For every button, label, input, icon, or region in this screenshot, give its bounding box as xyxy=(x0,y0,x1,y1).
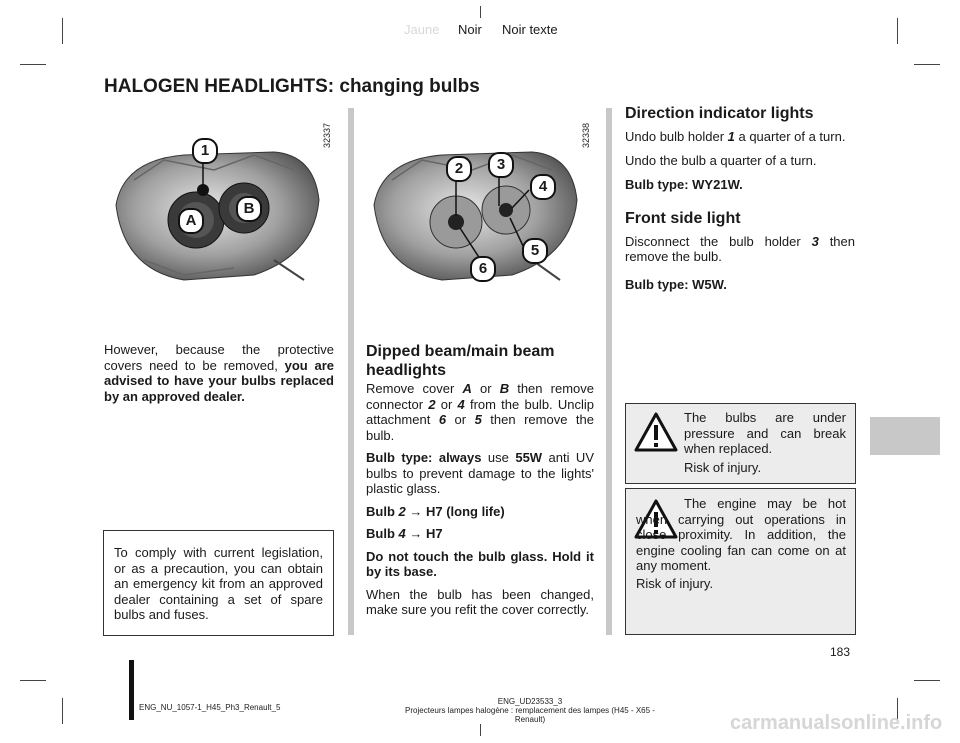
headlight-figure-1 xyxy=(104,110,336,322)
disconnect-bulb-holder-text: Disconnect the bulb holder 3 then remove the bulb. xyxy=(625,233,856,264)
undo-bulb-holder-text: Undo bulb holder 1 a quarter of a turn. xyxy=(625,129,846,144)
footer-bar xyxy=(129,660,134,720)
crop-mark xyxy=(914,680,940,681)
figure-code-1: 32337 xyxy=(322,122,332,148)
do-not-touch-warning: Do not touch the bulb glass. Hold it by its base. xyxy=(366,548,594,579)
crop-mark xyxy=(20,64,46,65)
engine-risk-text: Risk of injury. xyxy=(636,576,714,591)
callout-3: 3 xyxy=(488,152,514,178)
heading-line: Dipped beam/main beam xyxy=(366,343,555,360)
warning-box-engine xyxy=(625,488,856,635)
page-number: 183 xyxy=(830,645,851,659)
undo-bulb-text: Undo the bulb a quarter of a turn. xyxy=(625,152,817,168)
pressure-risk-text: Risk of injury. xyxy=(684,460,762,475)
callout-6: 6 xyxy=(470,256,496,282)
crop-mark xyxy=(20,680,46,681)
column-divider xyxy=(348,108,354,635)
section-tab xyxy=(870,417,940,455)
page-title: HALOGEN HEADLIGHTS: changing bulbs xyxy=(104,76,480,97)
crop-mark xyxy=(62,698,63,724)
footer-center xyxy=(400,697,660,724)
crop-mark xyxy=(62,18,63,44)
legislation-note-box xyxy=(103,530,334,636)
right-column xyxy=(625,105,855,292)
indicator-bulb-type: Bulb type: WY21W. xyxy=(625,177,743,192)
remove-cover-paragraph: Remove cover A or B then remove connector 2 or 4 from the bulb. Unclip attachment 6 or 5 then remove the bulb. xyxy=(366,381,594,443)
crop-mark xyxy=(480,6,481,18)
legislation-note: To comply with current legislation, or as a precaution, you can obtain an emergency kit from an approved dealer containing a set of spare bulbs and fuses. xyxy=(114,545,323,622)
footer-code: ENG_UD23533_3 xyxy=(497,697,563,706)
pressure-warning-text: The bulbs are under pressure and can break when replaced. xyxy=(684,410,846,456)
refit-cover-paragraph: When the bulb has been changed, make sure you refit the cover correctly. xyxy=(366,586,594,617)
footer-left: ENG_NU_1057-1_H45_Ph3_Renault_5 xyxy=(139,703,281,712)
figure-code-2: 32338 xyxy=(581,122,591,148)
bulb-2-spec: Bulb 2 → H7 (long life) xyxy=(366,503,505,519)
callout-4: 4 xyxy=(530,174,556,200)
bulb-type-paragraph: Bulb type: always use 55W anti UV bulbs to prevent damage to the lights' plastic glass. xyxy=(366,450,594,496)
warning-box-pressure xyxy=(625,403,856,484)
engine-warning-text: The engine may be hot when carrying out operations in close proximity. In addition, the engine cooling fan can come on at any moment. xyxy=(636,496,846,573)
direction-indicator-heading: Direction indicator lights xyxy=(625,105,814,122)
column-divider xyxy=(606,108,612,635)
crop-mark xyxy=(914,64,940,65)
warning-triangle-icon xyxy=(634,412,678,452)
color-tag-noir-texte: Noir texte xyxy=(502,22,558,37)
watermark: carmanualsonline.info xyxy=(730,712,943,734)
dipped-beam-text xyxy=(366,381,594,618)
side-light-bulb-type: Bulb type: W5W. xyxy=(625,276,727,292)
color-tag-jaune: Jaune xyxy=(404,22,440,37)
footer-description: Projecteurs lampes halogène : remplacement des lampes (H45 - X65 - Renault) xyxy=(405,706,655,724)
color-tag-noir: Noir xyxy=(458,22,482,37)
headlight-illustration xyxy=(104,110,336,322)
front-side-light-heading: Front side light xyxy=(625,209,741,227)
crop-mark xyxy=(480,724,481,736)
heading-line: headlights xyxy=(366,362,447,379)
dipped-beam-heading xyxy=(366,342,555,380)
protective-covers-paragraph: However, because the protective covers need to be removed, you are advised to have your bulbs replaced by an approved dealer. xyxy=(104,342,335,404)
callout-2: 2 xyxy=(446,156,472,182)
callout-1: 1 xyxy=(192,138,218,164)
headlight-illustration xyxy=(364,110,594,322)
headlight-figure-2 xyxy=(364,110,594,322)
bulb-4-spec: Bulb 4 → H7 xyxy=(366,526,443,541)
callout-A: A xyxy=(178,208,204,234)
callout-5: 5 xyxy=(522,238,548,264)
callout-B: B xyxy=(236,196,262,222)
crop-mark xyxy=(897,18,898,44)
